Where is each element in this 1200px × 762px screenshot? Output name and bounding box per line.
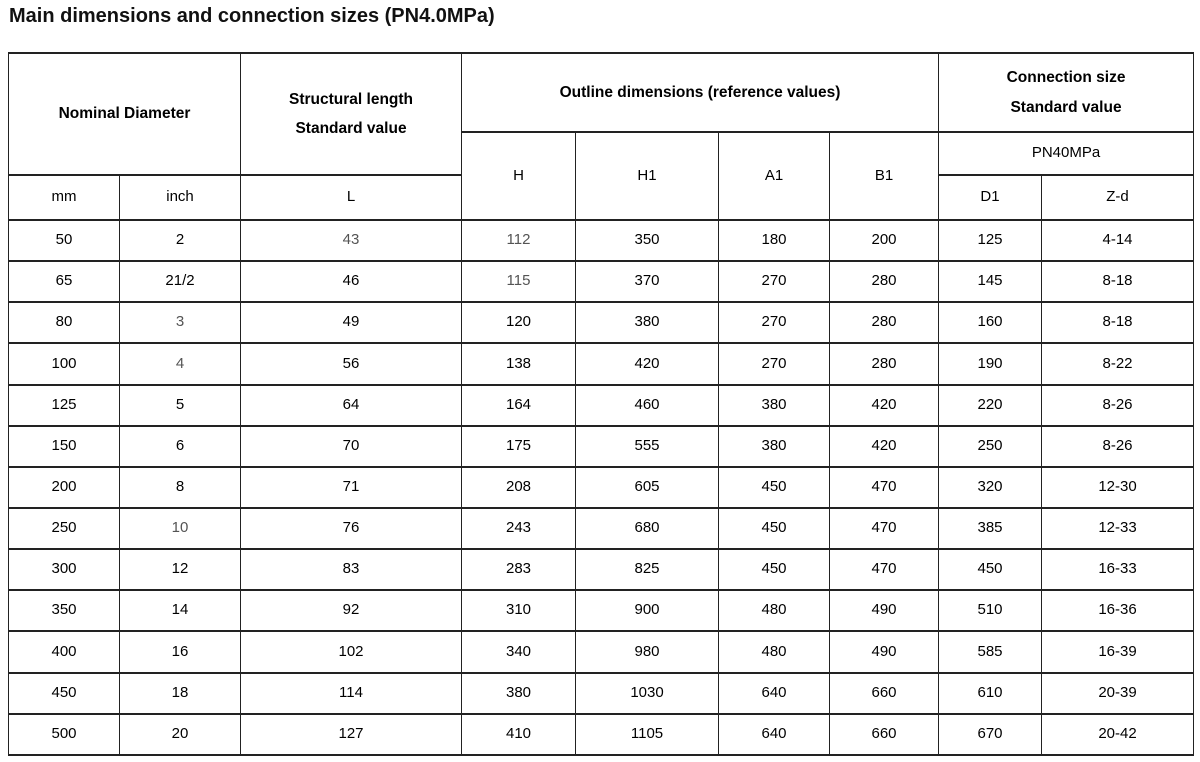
table-cell: 370 xyxy=(576,261,719,302)
table-cell: 10 xyxy=(120,508,241,549)
header-structural-length-line1: Structural length xyxy=(289,90,414,108)
header-structural-length-line2: Standard value xyxy=(295,120,407,137)
table-row xyxy=(9,714,1194,755)
table-cell: 243 xyxy=(462,508,576,549)
table-row xyxy=(9,220,1194,261)
table-cell: 410 xyxy=(462,714,576,755)
table-cell: 200 xyxy=(9,467,120,508)
table-cell: 50 xyxy=(9,220,120,261)
table-cell: 3 xyxy=(120,302,241,343)
table-row xyxy=(9,549,1194,590)
table-cell: 6 xyxy=(120,426,241,467)
table-row xyxy=(9,343,1194,384)
table-cell: 490 xyxy=(830,631,939,672)
table-cell: 46 xyxy=(241,261,462,302)
table-cell: 65 xyxy=(9,261,120,302)
header-connection-size-line1: Connection size xyxy=(1006,69,1126,87)
table-cell: 1030 xyxy=(576,673,719,714)
table-cell: 340 xyxy=(462,631,576,672)
table-cell: 8-22 xyxy=(1042,343,1194,384)
table-cell: 605 xyxy=(576,467,719,508)
table-cell: 640 xyxy=(719,714,830,755)
dimensions-table xyxy=(8,52,1194,756)
table-cell: 280 xyxy=(830,302,939,343)
header-col-h: H xyxy=(462,132,576,220)
page-title: Main dimensions and connection sizes (PN4.0MPa) xyxy=(9,5,495,27)
table-cell: 900 xyxy=(576,590,719,631)
table-cell: 420 xyxy=(830,426,939,467)
table-cell: 500 xyxy=(9,714,120,755)
table-cell: 310 xyxy=(462,590,576,631)
table-cell: 18 xyxy=(120,673,241,714)
table-row xyxy=(9,673,1194,714)
header-connection-size-line2: Standard value xyxy=(1010,98,1122,116)
table-cell: 250 xyxy=(939,426,1042,467)
table-cell: 125 xyxy=(939,220,1042,261)
header-col-zd: Z-d xyxy=(1042,175,1194,220)
table-cell: 127 xyxy=(241,714,462,755)
table-cell: 280 xyxy=(830,261,939,302)
table-row xyxy=(9,508,1194,549)
table-cell: 280 xyxy=(830,343,939,384)
header-outline-dimensions: Outline dimensions (reference values) xyxy=(462,53,939,132)
table-cell: 283 xyxy=(462,549,576,590)
table-cell: 160 xyxy=(939,302,1042,343)
header-row-1 xyxy=(9,53,1194,132)
table-cell: 21/2 xyxy=(120,261,241,302)
table-cell: 20-39 xyxy=(1042,673,1194,714)
table-cell: 380 xyxy=(719,385,830,426)
header-col-mm: mm xyxy=(9,175,120,220)
header-nominal-diameter: Nominal Diameter xyxy=(9,53,241,175)
table-cell: 175 xyxy=(462,426,576,467)
table-cell: 20-42 xyxy=(1042,714,1194,755)
table-cell: 12 xyxy=(120,549,241,590)
header-col-h1: H1 xyxy=(576,132,719,220)
table-cell: 420 xyxy=(830,385,939,426)
table-cell: 1105 xyxy=(576,714,719,755)
header-col-d1: D1 xyxy=(939,175,1042,220)
header-connection-size xyxy=(939,53,1194,132)
table-cell: 470 xyxy=(830,467,939,508)
table-row xyxy=(9,302,1194,343)
table-cell: 14 xyxy=(120,590,241,631)
table-header xyxy=(9,53,1194,220)
table-cell: 585 xyxy=(939,631,1042,672)
table-cell: 380 xyxy=(462,673,576,714)
table-cell: 670 xyxy=(939,714,1042,755)
table-cell: 4 xyxy=(120,343,241,384)
table-cell: 385 xyxy=(939,508,1042,549)
table-cell: 112 xyxy=(462,220,576,261)
table-cell: 480 xyxy=(719,631,830,672)
table-cell: 640 xyxy=(719,673,830,714)
table-cell: 64 xyxy=(241,385,462,426)
table-cell: 680 xyxy=(576,508,719,549)
header-pn-rating: PN40MPa xyxy=(939,132,1194,175)
table-cell: 8-26 xyxy=(1042,426,1194,467)
header-col-inch: inch xyxy=(120,175,241,220)
table-cell: 12-30 xyxy=(1042,467,1194,508)
table-cell: 480 xyxy=(719,590,830,631)
table-row xyxy=(9,467,1194,508)
table-cell: 510 xyxy=(939,590,1042,631)
table-cell: 220 xyxy=(939,385,1042,426)
table-cell: 4-14 xyxy=(1042,220,1194,261)
table-cell: 16-36 xyxy=(1042,590,1194,631)
table-cell: 92 xyxy=(241,590,462,631)
table-cell: 114 xyxy=(241,673,462,714)
table-cell: 450 xyxy=(939,549,1042,590)
table-row xyxy=(9,385,1194,426)
table-cell: 83 xyxy=(241,549,462,590)
table-row xyxy=(9,590,1194,631)
table-cell: 8-26 xyxy=(1042,385,1194,426)
table-cell: 120 xyxy=(462,302,576,343)
table-row xyxy=(9,426,1194,467)
header-col-l: L xyxy=(241,175,462,220)
table-cell: 16-33 xyxy=(1042,549,1194,590)
table-cell: 16 xyxy=(120,631,241,672)
header-col-a1: A1 xyxy=(719,132,830,220)
table-cell: 200 xyxy=(830,220,939,261)
table-cell: 450 xyxy=(719,508,830,549)
table-cell: 71 xyxy=(241,467,462,508)
table-cell: 250 xyxy=(9,508,120,549)
table-cell: 8-18 xyxy=(1042,302,1194,343)
table-cell: 400 xyxy=(9,631,120,672)
table-cell: 660 xyxy=(830,673,939,714)
table-cell: 16-39 xyxy=(1042,631,1194,672)
table-cell: 208 xyxy=(462,467,576,508)
table-cell: 420 xyxy=(576,343,719,384)
table-cell: 300 xyxy=(9,549,120,590)
table-cell: 660 xyxy=(830,714,939,755)
table-cell: 150 xyxy=(9,426,120,467)
table-cell: 125 xyxy=(9,385,120,426)
table-cell: 190 xyxy=(939,343,1042,384)
table-cell: 450 xyxy=(719,467,830,508)
table-cell: 12-33 xyxy=(1042,508,1194,549)
table-cell: 450 xyxy=(9,673,120,714)
table-cell: 115 xyxy=(462,261,576,302)
table-cell: 70 xyxy=(241,426,462,467)
table-cell: 2 xyxy=(120,220,241,261)
table-cell: 180 xyxy=(719,220,830,261)
table-cell: 56 xyxy=(241,343,462,384)
table-cell: 470 xyxy=(830,549,939,590)
table-cell: 320 xyxy=(939,467,1042,508)
table-cell: 980 xyxy=(576,631,719,672)
table-cell: 102 xyxy=(241,631,462,672)
table-cell: 49 xyxy=(241,302,462,343)
table-cell: 8-18 xyxy=(1042,261,1194,302)
table-cell: 164 xyxy=(462,385,576,426)
table-cell: 490 xyxy=(830,590,939,631)
table-row xyxy=(9,631,1194,672)
table-cell: 555 xyxy=(576,426,719,467)
table-cell: 380 xyxy=(719,426,830,467)
table-cell: 270 xyxy=(719,343,830,384)
table-cell: 100 xyxy=(9,343,120,384)
table-cell: 380 xyxy=(576,302,719,343)
table-cell: 138 xyxy=(462,343,576,384)
table-cell: 8 xyxy=(120,467,241,508)
table-cell: 145 xyxy=(939,261,1042,302)
table-cell: 350 xyxy=(9,590,120,631)
table-cell: 460 xyxy=(576,385,719,426)
table-cell: 270 xyxy=(719,302,830,343)
table-cell: 610 xyxy=(939,673,1042,714)
table-cell: 825 xyxy=(576,549,719,590)
table-cell: 43 xyxy=(241,220,462,261)
header-structural-length xyxy=(241,53,462,175)
table-cell: 270 xyxy=(719,261,830,302)
header-col-b1: B1 xyxy=(830,132,939,220)
table-cell: 20 xyxy=(120,714,241,755)
table-cell: 350 xyxy=(576,220,719,261)
table-body xyxy=(9,220,1194,755)
table-cell: 470 xyxy=(830,508,939,549)
table-cell: 80 xyxy=(9,302,120,343)
table-cell: 450 xyxy=(719,549,830,590)
table-cell: 76 xyxy=(241,508,462,549)
table-cell: 5 xyxy=(120,385,241,426)
table-row xyxy=(9,261,1194,302)
